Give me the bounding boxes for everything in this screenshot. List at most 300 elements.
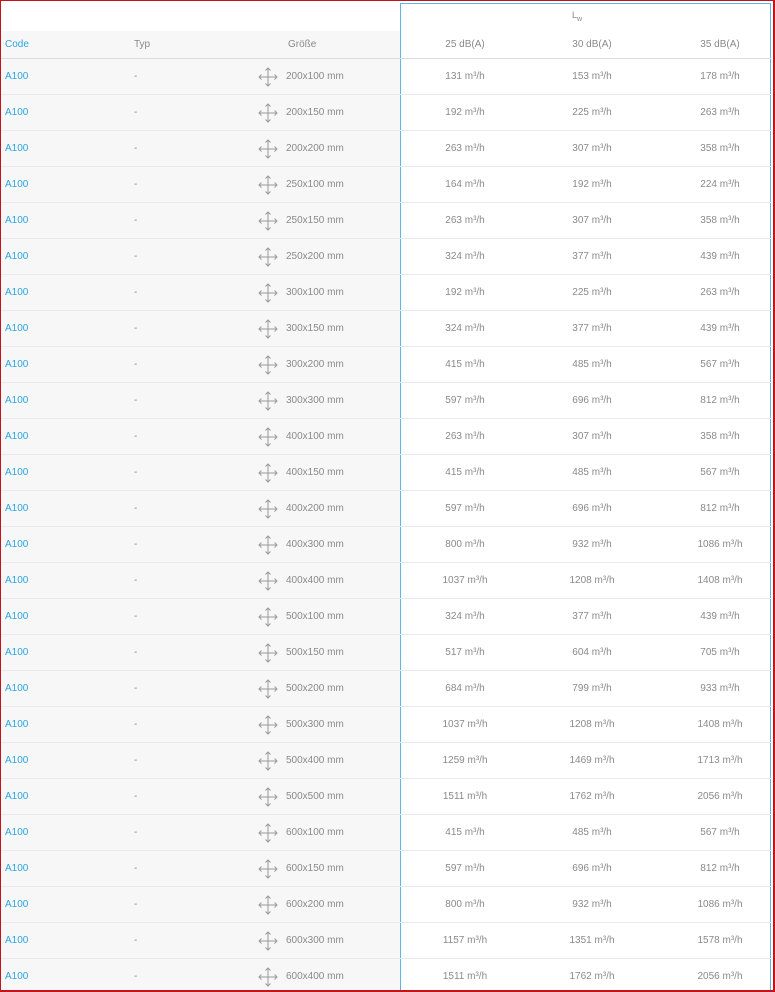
table-row bbox=[1, 671, 771, 707]
size-cell bbox=[258, 887, 344, 923]
typ-value: - bbox=[134, 575, 138, 586]
table-row bbox=[1, 635, 771, 671]
table-row bbox=[1, 743, 771, 779]
header-35db[interactable]: 35 dB(A) bbox=[700, 39, 740, 50]
flow-25db-value: 324 bbox=[445, 323, 462, 334]
size-value: 250x100 mm bbox=[286, 179, 344, 190]
flow-30db-value: 696 bbox=[572, 863, 589, 874]
flow-35db bbox=[660, 95, 773, 131]
flow-unit: m³/h bbox=[591, 359, 612, 370]
table-row bbox=[1, 275, 771, 311]
flow-unit: m³/h bbox=[467, 719, 488, 730]
header-spacer bbox=[1, 1, 400, 31]
flow-unit: m³/h bbox=[719, 395, 740, 406]
header-code[interactable]: Code bbox=[5, 39, 29, 50]
flow-25db bbox=[405, 95, 525, 131]
flow-25db-value: 324 bbox=[445, 611, 462, 622]
flow-unit: m³/h bbox=[591, 647, 612, 658]
flow-unit: m³/h bbox=[464, 683, 485, 694]
flow-unit: m³/h bbox=[464, 863, 485, 874]
typ-value: - bbox=[134, 971, 138, 982]
flow-30db bbox=[532, 455, 652, 491]
flow-25db bbox=[405, 779, 525, 815]
code-link[interactable]: A100 bbox=[5, 395, 29, 406]
size-value: 500x150 mm bbox=[286, 647, 344, 658]
code-link[interactable]: A100 bbox=[5, 323, 29, 334]
code-link[interactable]: A100 bbox=[5, 899, 29, 910]
typ-value: - bbox=[134, 755, 138, 766]
flow-25db bbox=[405, 383, 525, 419]
code-link[interactable]: A100 bbox=[5, 71, 29, 82]
flow-30db-value: 1762 bbox=[569, 971, 592, 982]
size-value: 500x300 mm bbox=[286, 719, 344, 730]
arrows-move-icon bbox=[258, 103, 278, 123]
flow-30db-value: 799 bbox=[572, 683, 589, 694]
table-row bbox=[1, 815, 771, 851]
lw-label-l: L bbox=[572, 10, 578, 20]
size-value: 300x300 mm bbox=[286, 395, 344, 406]
flow-30db-value: 696 bbox=[572, 503, 589, 514]
flow-35db-value: 263 bbox=[700, 287, 717, 298]
flow-30db-value: 932 bbox=[572, 539, 589, 550]
size-cell bbox=[258, 311, 344, 347]
size-cell bbox=[258, 851, 344, 887]
code-link[interactable]: A100 bbox=[5, 143, 29, 154]
flow-unit: m³/h bbox=[722, 971, 743, 982]
typ-value: - bbox=[134, 215, 138, 226]
size-value: 400x200 mm bbox=[286, 503, 344, 514]
flow-30db-value: 1208 bbox=[569, 575, 592, 586]
code-link[interactable]: A100 bbox=[5, 935, 29, 946]
flow-35db bbox=[660, 527, 773, 563]
flow-unit: m³/h bbox=[591, 899, 612, 910]
typ-value: - bbox=[134, 395, 138, 406]
flow-30db bbox=[532, 635, 652, 671]
flow-unit: m³/h bbox=[591, 539, 612, 550]
flow-unit: m³/h bbox=[719, 251, 740, 262]
flow-35db bbox=[660, 635, 773, 671]
flow-unit: m³/h bbox=[719, 107, 740, 118]
flow-35db bbox=[660, 347, 773, 383]
flow-unit: m³/h bbox=[719, 215, 740, 226]
code-link[interactable]: A100 bbox=[5, 503, 29, 514]
flow-30db-value: 192 bbox=[572, 179, 589, 190]
header-size[interactable]: Größe bbox=[288, 39, 317, 50]
flow-30db bbox=[532, 239, 652, 275]
flow-unit: m³/h bbox=[464, 71, 485, 82]
flow-35db-value: 178 bbox=[700, 71, 717, 82]
flow-35db-value: 1713 bbox=[697, 755, 720, 766]
typ-value: - bbox=[134, 467, 138, 478]
flow-25db bbox=[405, 311, 525, 347]
flow-30db-value: 485 bbox=[572, 827, 589, 838]
flow-30db-value: 377 bbox=[572, 323, 589, 334]
flow-unit: m³/h bbox=[719, 359, 740, 370]
flow-unit: m³/h bbox=[464, 467, 485, 478]
flow-unit: m³/h bbox=[719, 71, 740, 82]
flow-25db-value: 1037 bbox=[442, 719, 465, 730]
flow-30db-value: 307 bbox=[572, 215, 589, 226]
typ-value: - bbox=[134, 863, 138, 874]
flow-unit: m³/h bbox=[719, 827, 740, 838]
arrows-move-icon bbox=[258, 355, 278, 375]
code-link[interactable]: A100 bbox=[5, 971, 29, 982]
size-cell bbox=[258, 383, 344, 419]
typ-value: - bbox=[134, 719, 138, 730]
table-row bbox=[1, 311, 771, 347]
size-value: 300x100 mm bbox=[286, 287, 344, 298]
flow-unit: m³/h bbox=[722, 935, 743, 946]
code-link[interactable]: A100 bbox=[5, 791, 29, 802]
arrows-move-icon bbox=[258, 787, 278, 807]
arrows-move-icon bbox=[258, 211, 278, 231]
flow-unit: m³/h bbox=[464, 611, 485, 622]
flow-25db bbox=[405, 599, 525, 635]
code-link[interactable]: A100 bbox=[5, 827, 29, 838]
flow-30db bbox=[532, 383, 652, 419]
flow-35db bbox=[660, 563, 773, 599]
flow-unit: m³/h bbox=[467, 971, 488, 982]
arrows-move-icon bbox=[258, 283, 278, 303]
table-row bbox=[1, 959, 771, 990]
flow-unit: m³/h bbox=[467, 575, 488, 586]
arrows-move-icon bbox=[258, 571, 278, 591]
header-typ[interactable]: Typ bbox=[134, 39, 151, 50]
typ-value: - bbox=[134, 647, 138, 658]
flow-35db bbox=[660, 419, 773, 455]
flow-35db bbox=[660, 779, 773, 815]
flow-35db-value: 439 bbox=[700, 251, 717, 262]
size-cell bbox=[258, 743, 344, 779]
flow-25db-value: 597 bbox=[445, 395, 462, 406]
flow-30db bbox=[532, 887, 652, 923]
size-cell bbox=[258, 707, 344, 743]
lw-group-label bbox=[572, 10, 582, 23]
flow-35db-value: 567 bbox=[700, 359, 717, 370]
flow-35db bbox=[660, 959, 773, 990]
flow-30db-value: 932 bbox=[572, 899, 589, 910]
flow-unit: m³/h bbox=[591, 179, 612, 190]
size-cell bbox=[258, 131, 344, 167]
flow-unit: m³/h bbox=[719, 863, 740, 874]
flow-35db-value: 358 bbox=[700, 431, 717, 442]
flow-25db-value: 684 bbox=[445, 683, 462, 694]
flow-30db-value: 307 bbox=[572, 143, 589, 154]
size-value: 600x400 mm bbox=[286, 971, 344, 982]
flow-25db bbox=[405, 851, 525, 887]
flow-unit: m³/h bbox=[719, 503, 740, 514]
flow-unit: m³/h bbox=[464, 395, 485, 406]
flow-unit: m³/h bbox=[591, 827, 612, 838]
flow-25db-value: 192 bbox=[445, 107, 462, 118]
flow-25db-value: 800 bbox=[445, 899, 462, 910]
code-link[interactable]: A100 bbox=[5, 287, 29, 298]
flow-30db bbox=[532, 491, 652, 527]
arrows-move-icon bbox=[258, 679, 278, 699]
flow-30db bbox=[532, 131, 652, 167]
flow-unit: m³/h bbox=[464, 215, 485, 226]
airflow-table bbox=[1, 1, 773, 990]
flow-35db-value: 2056 bbox=[697, 971, 720, 982]
code-link[interactable]: A100 bbox=[5, 539, 29, 550]
flow-25db bbox=[405, 527, 525, 563]
flow-35db bbox=[660, 203, 773, 239]
code-link[interactable]: A100 bbox=[5, 863, 29, 874]
typ-value: - bbox=[134, 503, 138, 514]
size-value: 500x500 mm bbox=[286, 791, 344, 802]
flow-25db-value: 517 bbox=[445, 647, 462, 658]
flow-30db bbox=[532, 743, 652, 779]
typ-value: - bbox=[134, 107, 138, 118]
flow-35db-value: 1578 bbox=[697, 935, 720, 946]
flow-35db bbox=[660, 311, 773, 347]
arrows-move-icon bbox=[258, 643, 278, 663]
size-value: 600x100 mm bbox=[286, 827, 344, 838]
size-cell bbox=[258, 347, 344, 383]
size-value: 600x300 mm bbox=[286, 935, 344, 946]
header-30db[interactable]: 30 dB(A) bbox=[572, 39, 612, 50]
flow-unit: m³/h bbox=[591, 143, 612, 154]
size-value: 400x100 mm bbox=[286, 431, 344, 442]
flow-30db-value: 604 bbox=[572, 647, 589, 658]
arrows-move-icon bbox=[258, 967, 278, 987]
table-row bbox=[1, 203, 771, 239]
size-value: 400x150 mm bbox=[286, 467, 344, 478]
size-cell bbox=[258, 239, 344, 275]
size-value: 200x150 mm bbox=[286, 107, 344, 118]
flow-unit: m³/h bbox=[591, 323, 612, 334]
flow-unit: m³/h bbox=[719, 683, 740, 694]
arrows-move-icon bbox=[258, 67, 278, 87]
code-link[interactable]: A100 bbox=[5, 467, 29, 478]
flow-unit: m³/h bbox=[594, 719, 615, 730]
code-link[interactable]: A100 bbox=[5, 359, 29, 370]
arrows-move-icon bbox=[258, 427, 278, 447]
typ-value: - bbox=[134, 359, 138, 370]
table-row bbox=[1, 239, 771, 275]
size-cell bbox=[258, 671, 344, 707]
flow-25db bbox=[405, 491, 525, 527]
size-cell bbox=[258, 599, 344, 635]
typ-value: - bbox=[134, 827, 138, 838]
size-cell bbox=[258, 563, 344, 599]
flow-25db-value: 192 bbox=[445, 287, 462, 298]
size-cell bbox=[258, 167, 344, 203]
code-link[interactable]: A100 bbox=[5, 611, 29, 622]
table-row bbox=[1, 59, 771, 95]
flow-unit: m³/h bbox=[594, 935, 615, 946]
flow-25db-value: 164 bbox=[445, 179, 462, 190]
flow-unit: m³/h bbox=[719, 323, 740, 334]
typ-value: - bbox=[134, 179, 138, 190]
size-cell bbox=[258, 923, 344, 959]
size-cell bbox=[258, 635, 344, 671]
size-value: 250x150 mm bbox=[286, 215, 344, 226]
flow-unit: m³/h bbox=[591, 395, 612, 406]
code-link[interactable]: A100 bbox=[5, 647, 29, 658]
flow-unit: m³/h bbox=[591, 71, 612, 82]
flow-35db bbox=[660, 851, 773, 887]
flow-unit: m³/h bbox=[467, 791, 488, 802]
size-value: 200x100 mm bbox=[286, 71, 344, 82]
flow-unit: m³/h bbox=[594, 791, 615, 802]
flow-25db-value: 415 bbox=[445, 827, 462, 838]
size-value: 200x200 mm bbox=[286, 143, 344, 154]
flow-25db-value: 1511 bbox=[442, 971, 465, 982]
flow-35db-value: 263 bbox=[700, 107, 717, 118]
flow-35db-value: 1086 bbox=[697, 539, 720, 550]
arrows-move-icon bbox=[258, 319, 278, 339]
flow-35db-value: 358 bbox=[700, 215, 717, 226]
typ-value: - bbox=[134, 899, 138, 910]
size-cell bbox=[258, 491, 344, 527]
flow-unit: m³/h bbox=[722, 719, 743, 730]
flow-30db bbox=[532, 563, 652, 599]
flow-25db bbox=[405, 635, 525, 671]
flow-unit: m³/h bbox=[467, 935, 488, 946]
flow-25db bbox=[405, 815, 525, 851]
code-link[interactable]: A100 bbox=[5, 755, 29, 766]
size-value: 500x100 mm bbox=[286, 611, 344, 622]
flow-35db bbox=[660, 887, 773, 923]
flow-25db bbox=[405, 455, 525, 491]
code-link[interactable]: A100 bbox=[5, 575, 29, 586]
code-link[interactable]: A100 bbox=[5, 683, 29, 694]
flow-35db bbox=[660, 383, 773, 419]
flow-25db-value: 131 bbox=[445, 71, 462, 82]
flow-35db bbox=[660, 923, 773, 959]
flow-unit: m³/h bbox=[722, 791, 743, 802]
flow-unit: m³/h bbox=[722, 539, 743, 550]
arrows-move-icon bbox=[258, 715, 278, 735]
code-link[interactable]: A100 bbox=[5, 719, 29, 730]
flow-25db-value: 597 bbox=[445, 503, 462, 514]
size-cell bbox=[258, 203, 344, 239]
flow-25db bbox=[405, 707, 525, 743]
flow-30db bbox=[532, 851, 652, 887]
flow-unit: m³/h bbox=[719, 431, 740, 442]
flow-30db bbox=[532, 779, 652, 815]
flow-25db bbox=[405, 671, 525, 707]
flow-35db bbox=[660, 167, 773, 203]
size-cell bbox=[258, 455, 344, 491]
table-row bbox=[1, 887, 771, 923]
flow-unit: m³/h bbox=[464, 539, 485, 550]
size-value: 250x200 mm bbox=[286, 251, 344, 262]
size-cell bbox=[258, 815, 344, 851]
flow-25db bbox=[405, 203, 525, 239]
flow-35db bbox=[660, 599, 773, 635]
table-row bbox=[1, 131, 771, 167]
flow-30db bbox=[532, 923, 652, 959]
flow-25db bbox=[405, 563, 525, 599]
flow-25db bbox=[405, 959, 525, 990]
size-cell bbox=[258, 419, 344, 455]
table-row bbox=[1, 491, 771, 527]
table-row bbox=[1, 779, 771, 815]
flow-unit: m³/h bbox=[594, 755, 615, 766]
flow-30db bbox=[532, 599, 652, 635]
flow-30db bbox=[532, 203, 652, 239]
typ-value: - bbox=[134, 71, 138, 82]
arrows-move-icon bbox=[258, 139, 278, 159]
flow-unit: m³/h bbox=[591, 683, 612, 694]
flow-unit: m³/h bbox=[591, 251, 612, 262]
arrows-move-icon bbox=[258, 175, 278, 195]
flow-30db-value: 1208 bbox=[569, 719, 592, 730]
flow-35db-value: 358 bbox=[700, 143, 717, 154]
arrows-move-icon bbox=[258, 247, 278, 267]
flow-unit: m³/h bbox=[464, 179, 485, 190]
table-row bbox=[1, 95, 771, 131]
flow-25db bbox=[405, 275, 525, 311]
flow-25db bbox=[405, 419, 525, 455]
flow-25db bbox=[405, 131, 525, 167]
flow-30db-value: 225 bbox=[572, 107, 589, 118]
size-value: 300x150 mm bbox=[286, 323, 344, 334]
flow-unit: m³/h bbox=[464, 287, 485, 298]
flow-unit: m³/h bbox=[464, 503, 485, 514]
code-link[interactable]: A100 bbox=[5, 251, 29, 262]
flow-35db-value: 1408 bbox=[697, 719, 720, 730]
code-link[interactable]: A100 bbox=[5, 215, 29, 226]
size-cell bbox=[258, 275, 344, 311]
size-value: 400x300 mm bbox=[286, 539, 344, 550]
flow-35db-value: 705 bbox=[700, 647, 717, 658]
flow-unit: m³/h bbox=[591, 431, 612, 442]
flow-25db bbox=[405, 239, 525, 275]
flow-25db-value: 324 bbox=[445, 251, 462, 262]
flow-25db-value: 415 bbox=[445, 359, 462, 370]
flow-25db-value: 597 bbox=[445, 863, 462, 874]
flow-25db bbox=[405, 743, 525, 779]
flow-unit: m³/h bbox=[719, 179, 740, 190]
header-25db[interactable]: 25 dB(A) bbox=[445, 39, 485, 50]
code-link[interactable]: A100 bbox=[5, 431, 29, 442]
arrows-move-icon bbox=[258, 859, 278, 879]
arrows-move-icon bbox=[258, 463, 278, 483]
flow-35db-value: 439 bbox=[700, 611, 717, 622]
flow-25db-value: 263 bbox=[445, 143, 462, 154]
code-link[interactable]: A100 bbox=[5, 179, 29, 190]
flow-unit: m³/h bbox=[722, 575, 743, 586]
flow-unit: m³/h bbox=[719, 611, 740, 622]
code-link[interactable]: A100 bbox=[5, 107, 29, 118]
arrows-move-icon bbox=[258, 499, 278, 519]
table-row bbox=[1, 563, 771, 599]
flow-unit: m³/h bbox=[719, 287, 740, 298]
flow-30db-value: 696 bbox=[572, 395, 589, 406]
flow-30db bbox=[532, 959, 652, 990]
flow-unit: m³/h bbox=[594, 971, 615, 982]
flow-35db-value: 812 bbox=[700, 863, 717, 874]
arrows-move-icon bbox=[258, 823, 278, 843]
table-row bbox=[1, 599, 771, 635]
flow-25db bbox=[405, 887, 525, 923]
size-cell bbox=[258, 59, 344, 95]
flow-35db-value: 933 bbox=[700, 683, 717, 694]
flow-30db-value: 1469 bbox=[569, 755, 592, 766]
flow-unit: m³/h bbox=[591, 611, 612, 622]
arrows-move-icon bbox=[258, 751, 278, 771]
flow-30db bbox=[532, 707, 652, 743]
flow-unit: m³/h bbox=[591, 863, 612, 874]
table-row bbox=[1, 923, 771, 959]
flow-30db-value: 225 bbox=[572, 287, 589, 298]
size-cell bbox=[258, 527, 344, 563]
flow-35db-value: 2056 bbox=[697, 791, 720, 802]
flow-unit: m³/h bbox=[591, 287, 612, 298]
